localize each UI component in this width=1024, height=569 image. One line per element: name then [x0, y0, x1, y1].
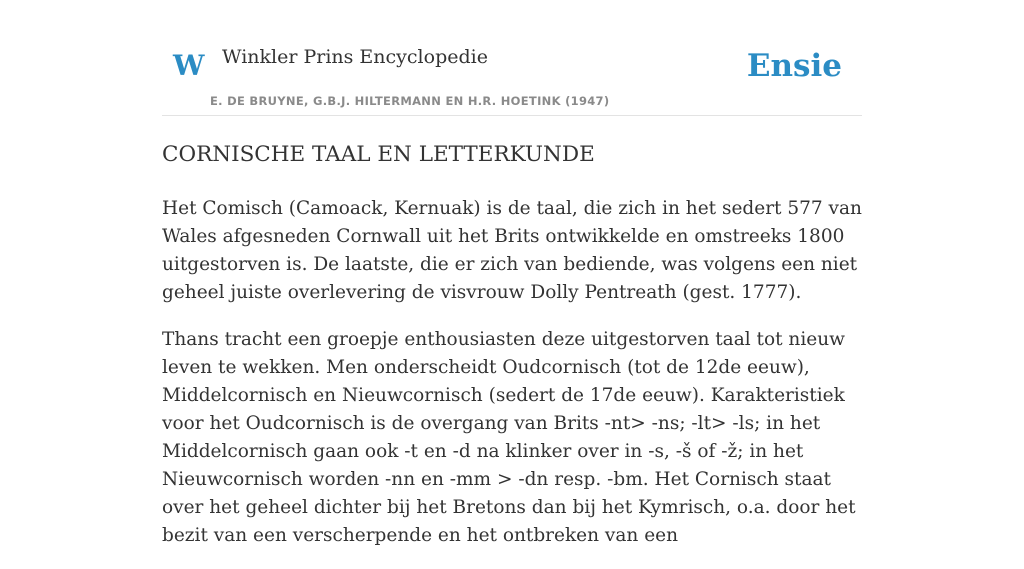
article-body	[162, 140, 862, 569]
winkler-prins-logo-icon[interactable]: W	[173, 49, 205, 82]
publication-authors: E. DE BRUYNE, G.B.J. HILTERMANN EN H.R. HOETINK (1947)	[210, 94, 610, 108]
publication-title[interactable]: Winkler Prins Encyclopedie	[222, 46, 488, 68]
ensie-logo[interactable]: Ensie	[746, 48, 842, 84]
article-paragraph-2: Thans tracht een groepje enthousiasten deze uitgestorven taal tot nieuw leven te wekken. Men onderscheidt Oudcornisch (tot de 12de eeuw), Middelcornisch en Nieuwcornisch (sedert de 17de eeuw). Karakteristiek voor het Oudcornisch is de overgang van Brits -nt> -ns; -lt> -ls; in het Middelcornisch gaan ook -t en -d na klinker over in -s, -š of -ž; in het Nieuwcornisch worden -nn en -mm > -dn resp. -bm. Het Cornisch staat over het geheel dichter bij het Bretons dan bij het Kymrisch, o.a. door het bezit van een verscherpende en het ontbreken van een	[162, 329, 856, 546]
article-title: CORNISCHE TAAL EN LETTERKUNDE	[162, 142, 595, 167]
article-paragraph-1: Het Comisch (Camoack, Kernuak) is de taal, die zich in het sedert 577 van Wales afgesneden Cornwall uit het Brits ontwikkelde en omstreeks 1800 uitgestorven is. De laatste, die er zich van bediende, was volgens een niet geheel juiste overlevering de visvrouw Dolly Pentreath (gest. 1777).	[162, 198, 862, 303]
site-header	[162, 30, 862, 116]
